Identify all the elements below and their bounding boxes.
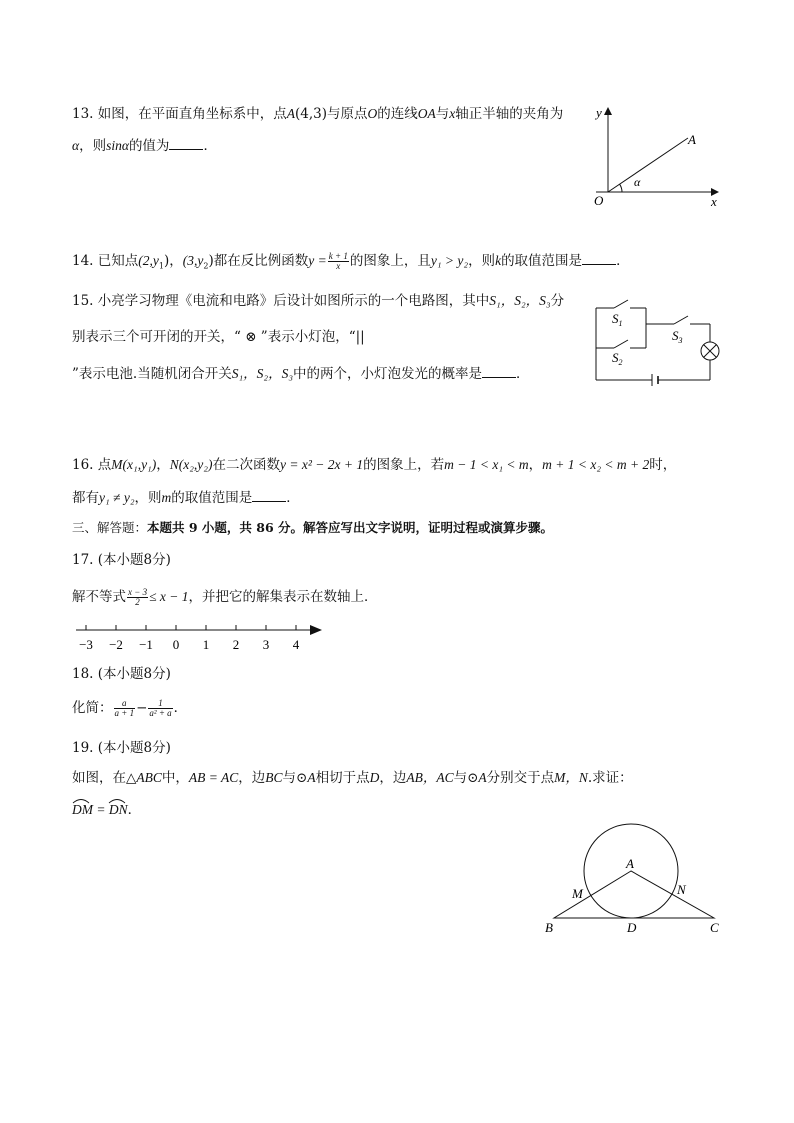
- label-a: A: [688, 132, 696, 147]
- fraction-a-over-a-plus-1: $\frac{a}{a + 1}$: [114, 698, 135, 718]
- label-o: O: [594, 193, 604, 208]
- q18-body: 化简： $\frac{a}{a + 1}$ − $\frac{1}{\text{a² + a}}$ ．: [72, 698, 188, 718]
- label-y: y: [596, 105, 602, 120]
- q15-line3: ”表示电池.当随机闭合开关S₁，S₂，S₃中的两个，小灯泡发光的概率是 ．: [72, 366, 530, 382]
- number-line-tick-label: −1: [139, 637, 153, 652]
- number-line-tick-label: 3: [262, 637, 270, 652]
- segment-oa: [608, 138, 688, 192]
- label-s3: $S_3$: [672, 328, 683, 345]
- switch-s3: [674, 316, 688, 324]
- label-s2: $S_2$: [612, 350, 623, 367]
- q19-line2: DM = DN．: [72, 802, 141, 818]
- number-line-tick-label: 0: [172, 637, 180, 652]
- q18-title: 18. (本小题8分): [72, 666, 171, 682]
- q13-line2: α，则sinα的值为 ．: [72, 138, 217, 154]
- q14-line: 14. 已知点$(2,y_1)$，$(3,y_2)$都在反比例函数y = $\frac{k + 1}{x}$ 的图象上，且y₁ > y₂，则k的取值范围是 ．: [72, 251, 630, 271]
- number-line-arrow-icon: [310, 625, 322, 635]
- q19-title: 19. (本小题8分): [72, 740, 171, 756]
- q16-line2: 都有y₁ ≠ y₂，则m的取值范围是 ．: [72, 490, 300, 506]
- arc-equality: DM = DN: [72, 802, 128, 818]
- q15-circuit-figure: [590, 290, 726, 386]
- q19-circle-triangle-figure: [540, 822, 730, 938]
- answer-blank-14[interactable]: [582, 252, 616, 265]
- q13-line1: 13. 如图，在平面直角坐标系中，点A(4,3)与原点O的连线OA与x轴正半轴的夹角为: [72, 106, 564, 122]
- label-x: x: [711, 194, 717, 209]
- number-line-tick-label: 4: [292, 637, 300, 652]
- number-line-tick-label: −3: [79, 637, 93, 652]
- label-a: A: [626, 856, 634, 871]
- label-alpha: α: [634, 175, 641, 189]
- switch-s1: [614, 300, 628, 308]
- label-c: C: [710, 920, 719, 935]
- number-line-tick-label: −2: [109, 637, 123, 652]
- fraction-k-over-x: $\frac{k + 1}{x}$: [328, 251, 348, 271]
- label-b: B: [545, 920, 553, 935]
- answer-blank-16[interactable]: [252, 489, 286, 502]
- label-n: N: [677, 882, 686, 897]
- fraction-1-over-a2-plus-a: $\frac{1}{\text{a² + a}}$: [149, 698, 172, 718]
- q19-line1: 如图，在△ABC中，AB = AC，边BC与⊙A相切于点D，边AB，AC与⊙A分别交于点M，N.求证：: [72, 770, 633, 786]
- q13-coordinate-figure: [588, 100, 728, 212]
- switch-s2: [614, 340, 628, 348]
- q17-body: 解不等式 $\frac{x - 3}{2}$ ≤ x − 1，并把它的解集表示在数轴上．: [72, 587, 378, 607]
- angle-arc: [620, 184, 622, 192]
- label-m: M: [572, 886, 583, 901]
- number-line: [70, 620, 330, 654]
- q17-title: 17. (本小题8分): [72, 552, 171, 568]
- section-heading: 三、解答题：本题共 9 小题，共 86 分。解答应写出文字说明，证明过程或演算步骤。: [72, 520, 554, 535]
- answer-blank-13[interactable]: [169, 137, 203, 150]
- fraction-x-minus-3-over-2: $\frac{x - 3}{2}$: [128, 587, 148, 607]
- label-s1: $S_1$: [612, 311, 623, 328]
- number-line-tick-label: 1: [202, 637, 210, 652]
- q15-line1: 15. 小亮学习物理《电流和电路》后设计如图所示的一个电路图，其中S₁，S₂，S₃分: [72, 293, 565, 309]
- number-line-tick-label: 2: [232, 637, 240, 652]
- q16-line1: 16. 点M(x₁,y₁)，N(x₂,y₂)在二次函数y = x² − 2x + 1的图象上，若m − 1 < x₁ < m，m + 1 < x₂ < m + 2时，: [72, 457, 677, 473]
- answer-blank-15[interactable]: [482, 365, 516, 378]
- q15-line2: 别表示三个可开闭的开关，“ ⊗ ”表示小灯泡，“|⁠|: [72, 329, 365, 345]
- label-d: D: [627, 920, 637, 935]
